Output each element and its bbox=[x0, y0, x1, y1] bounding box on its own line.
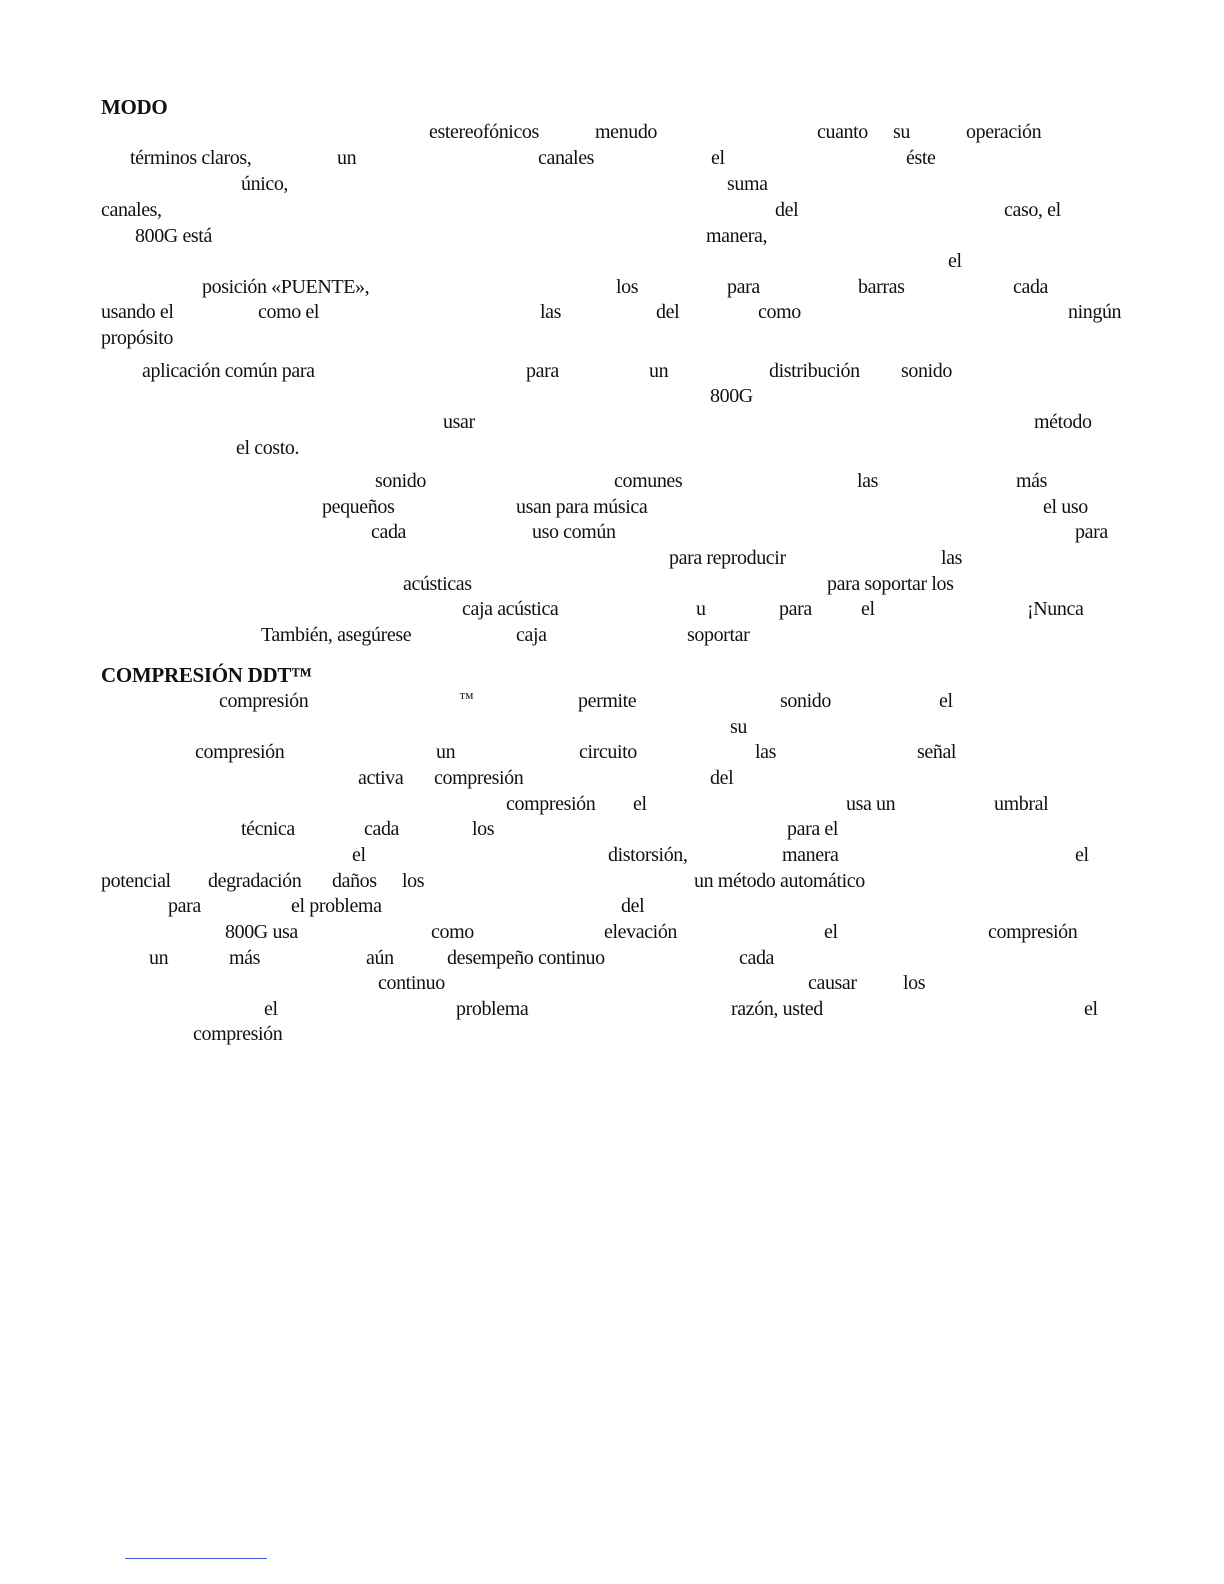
word: manera bbox=[782, 844, 839, 866]
text-line bbox=[0, 327, 1224, 353]
word: compresión bbox=[195, 741, 285, 763]
text-line bbox=[0, 521, 1224, 547]
text-line bbox=[0, 793, 1224, 819]
word: cada bbox=[364, 818, 400, 840]
text-line bbox=[0, 767, 1224, 793]
word: el uso bbox=[1043, 496, 1088, 518]
word: caso, el bbox=[1004, 199, 1061, 221]
word: términos claros, bbox=[130, 147, 252, 169]
word: 800G está bbox=[135, 225, 212, 247]
word: estereofónicos bbox=[429, 121, 539, 143]
text-line bbox=[0, 385, 1224, 411]
word: ™ bbox=[459, 691, 474, 707]
word: los bbox=[402, 870, 425, 892]
word: éste bbox=[906, 147, 936, 169]
word: soportar bbox=[687, 624, 750, 646]
word: cada bbox=[371, 521, 407, 543]
section-heading-compresion-ddt: COMPRESIÓN DDT™ bbox=[101, 663, 312, 687]
word: para bbox=[779, 598, 812, 620]
word: el bbox=[824, 921, 838, 943]
word: posición «PUENTE», bbox=[202, 276, 370, 298]
text-line bbox=[0, 921, 1224, 947]
word: el costo. bbox=[236, 437, 300, 459]
text-line bbox=[0, 121, 1224, 147]
text-line bbox=[0, 870, 1224, 896]
word: como bbox=[431, 921, 474, 943]
word: pequeños bbox=[322, 496, 395, 518]
word: aplicación común para bbox=[142, 360, 315, 382]
word: para bbox=[526, 360, 559, 382]
word: las bbox=[755, 741, 777, 763]
text-line bbox=[0, 818, 1224, 844]
word: permite bbox=[578, 690, 637, 712]
word: las bbox=[540, 301, 562, 323]
word: caja acústica bbox=[462, 598, 559, 620]
word: barras bbox=[858, 276, 905, 298]
word: el bbox=[352, 844, 366, 866]
word: usando el bbox=[101, 301, 174, 323]
word: el bbox=[633, 793, 647, 815]
word: comunes bbox=[614, 470, 683, 492]
word: los bbox=[616, 276, 639, 298]
word: el bbox=[948, 250, 962, 272]
text-line bbox=[0, 360, 1224, 386]
word: elevación bbox=[604, 921, 678, 943]
word: activa bbox=[358, 767, 404, 789]
word: del bbox=[621, 895, 645, 917]
word: compresión bbox=[193, 1023, 283, 1045]
word: También, asegúrese bbox=[261, 624, 412, 646]
word: los bbox=[903, 972, 926, 994]
text-line bbox=[0, 173, 1224, 199]
word: para reproducir bbox=[669, 547, 786, 569]
word: el bbox=[711, 147, 725, 169]
word: el problema bbox=[291, 895, 382, 917]
word: compresión bbox=[988, 921, 1078, 943]
word: del bbox=[656, 301, 680, 323]
word: usan para música bbox=[516, 496, 648, 518]
text-line bbox=[0, 147, 1224, 173]
word: el bbox=[264, 998, 278, 1020]
word: acústicas bbox=[403, 573, 472, 595]
word: aún bbox=[366, 947, 394, 969]
word: suma bbox=[727, 173, 768, 195]
word: 800G bbox=[710, 385, 753, 407]
word: distorsión, bbox=[608, 844, 688, 866]
word: las bbox=[941, 547, 963, 569]
text-line bbox=[0, 716, 1224, 742]
text-line bbox=[0, 250, 1224, 276]
word: del bbox=[775, 199, 799, 221]
word: caja bbox=[516, 624, 547, 646]
word: compresión bbox=[219, 690, 309, 712]
word: sonido bbox=[901, 360, 952, 382]
word: las bbox=[857, 470, 879, 492]
word: más bbox=[229, 947, 261, 969]
text-line bbox=[0, 199, 1224, 225]
text-line bbox=[0, 844, 1224, 870]
word: sonido bbox=[780, 690, 831, 712]
text-line bbox=[0, 547, 1224, 573]
text-line bbox=[0, 972, 1224, 998]
word: umbral bbox=[994, 793, 1049, 815]
text-line bbox=[0, 947, 1224, 973]
word: razón, usted bbox=[731, 998, 823, 1020]
word: cuanto bbox=[817, 121, 868, 143]
text-line bbox=[0, 470, 1224, 496]
word: usa un bbox=[846, 793, 896, 815]
word: uso común bbox=[532, 521, 616, 543]
word: el bbox=[1075, 844, 1089, 866]
word: un bbox=[649, 360, 669, 382]
text-line bbox=[0, 411, 1224, 437]
word: cada bbox=[1013, 276, 1049, 298]
word: distribución bbox=[769, 360, 860, 382]
word: técnica bbox=[241, 818, 295, 840]
word: sonido bbox=[375, 470, 426, 492]
word: método bbox=[1034, 411, 1092, 433]
text-line bbox=[0, 598, 1224, 624]
word: potencial bbox=[101, 870, 171, 892]
text-line bbox=[0, 895, 1224, 921]
word: circuito bbox=[579, 741, 637, 763]
text-line bbox=[0, 496, 1224, 522]
word: único, bbox=[241, 173, 289, 195]
word: menudo bbox=[595, 121, 658, 143]
text-line bbox=[0, 301, 1224, 327]
word: causar bbox=[808, 972, 857, 994]
word: para bbox=[168, 895, 201, 917]
word: un método automático bbox=[694, 870, 865, 892]
word: un bbox=[436, 741, 456, 763]
word: 800G usa bbox=[225, 921, 298, 943]
word: para el bbox=[787, 818, 839, 840]
text-line bbox=[0, 624, 1224, 650]
word: compresión bbox=[506, 793, 596, 815]
word: más bbox=[1016, 470, 1048, 492]
word: el bbox=[1084, 998, 1098, 1020]
word: como el bbox=[258, 301, 320, 323]
word: su bbox=[730, 716, 747, 738]
text-line bbox=[0, 741, 1224, 767]
word: para soportar los bbox=[827, 573, 954, 595]
word: los bbox=[472, 818, 495, 840]
word: daños bbox=[332, 870, 377, 892]
word: ningún bbox=[1068, 301, 1122, 323]
text-line bbox=[0, 998, 1224, 1024]
word: continuo bbox=[378, 972, 445, 994]
word: canales bbox=[538, 147, 595, 169]
word: el bbox=[861, 598, 875, 620]
word: para bbox=[727, 276, 760, 298]
text-line bbox=[0, 573, 1224, 599]
word: problema bbox=[456, 998, 529, 1020]
word: desempeño continuo bbox=[447, 947, 605, 969]
word: del bbox=[710, 767, 734, 789]
word: para bbox=[1075, 521, 1108, 543]
word: señal bbox=[917, 741, 957, 763]
word: un bbox=[149, 947, 169, 969]
word: compresión bbox=[434, 767, 524, 789]
word: como bbox=[758, 301, 801, 323]
word: propósito bbox=[101, 327, 173, 349]
footnote-separator bbox=[125, 1558, 267, 1559]
word: cada bbox=[739, 947, 775, 969]
word: el bbox=[939, 690, 953, 712]
text-line bbox=[0, 690, 1224, 716]
word: canales, bbox=[101, 199, 162, 221]
word: manera, bbox=[706, 225, 768, 247]
word: u bbox=[696, 598, 706, 620]
word: usar bbox=[443, 411, 475, 433]
word: operación bbox=[966, 121, 1042, 143]
text-line bbox=[0, 276, 1224, 302]
word: su bbox=[893, 121, 910, 143]
text-line bbox=[0, 1023, 1224, 1049]
word: ¡Nunca bbox=[1027, 598, 1084, 620]
text-line bbox=[0, 225, 1224, 251]
word: degradación bbox=[208, 870, 302, 892]
word: un bbox=[337, 147, 357, 169]
text-line bbox=[0, 437, 1224, 463]
section-heading-modo: MODO bbox=[101, 95, 168, 119]
